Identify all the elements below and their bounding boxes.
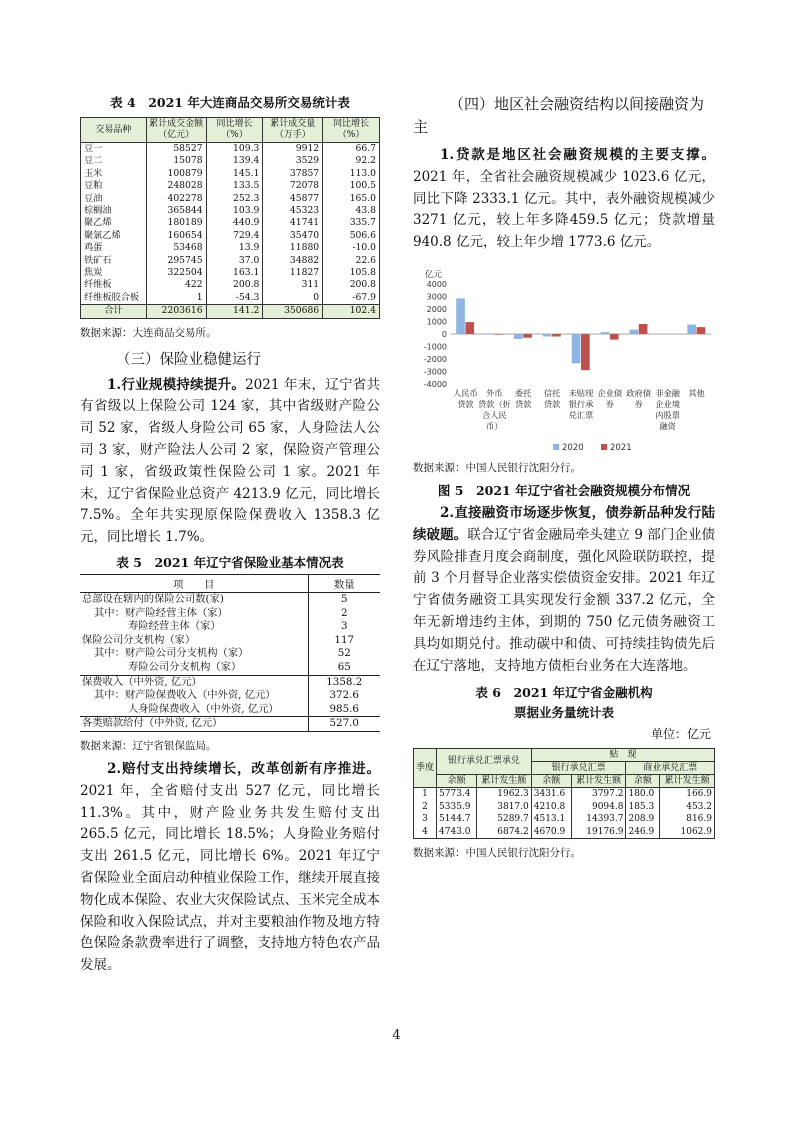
table6-cell-value: 208.9 (626, 813, 660, 825)
table5-cell-item: 总部设在辖内的保险公司数(家) (82, 593, 224, 606)
chart-bar-2021 (639, 324, 648, 334)
table4-cell-value: 322504 (146, 267, 206, 279)
table4-cell-value: 160654 (146, 230, 206, 242)
table4-cell-name: 豆粕 (81, 180, 147, 192)
chart-bar-2021 (581, 334, 590, 370)
table4-header: 交易品种 (81, 118, 147, 143)
chart-x-tick-label: 信托 (543, 387, 561, 398)
table-row (81, 180, 380, 192)
chart-x-tick-label: 企业境 (655, 398, 680, 409)
table5-cell-qty: 3 (308, 620, 380, 634)
table4-cell-value: -67.9 (323, 292, 380, 305)
table-row (80, 661, 380, 675)
chart-x-tick-label: 券 (634, 398, 643, 409)
table4-cell-value: 105.8 (323, 267, 380, 279)
table5-cell-item: 其中：财产险保费收入（中外资, 亿元） (94, 689, 276, 702)
table5-cell-qty: 65 (308, 661, 380, 675)
financing-bar-chart (413, 266, 715, 456)
insurance-p2-text: 2021 年，全省赔付支出 527 亿元，同比增长 11.3%。其中，财产险业务共发生赔付支出 265.5 亿元，同比增长 18.5%；人身险业务赔付支出 261.5 亿元，同比增长 6%。2021 年辽宁省保险业全面启动种植业保险工作，继续开展直接物化成本保险、农业大灾保险试点、玉米完全成本保险和收入保险试点，并对主要粮油作物及地方特色保险条款费率进行了调整，支持地方特色农产品发展。 (80, 782, 380, 974)
chart-x-tick-label: 人民币 (453, 387, 478, 398)
table4-cell-value: 165.0 (323, 193, 380, 205)
table4-cell-value: 9912 (263, 143, 323, 156)
chart-bar-2020 (630, 330, 639, 334)
chart-bar-2020 (601, 332, 610, 334)
table4-cell-name: 玉米 (81, 168, 147, 180)
chart-legend-swatch (553, 444, 559, 450)
chart-x-tick-label: 外币 (486, 387, 503, 398)
table-row (81, 267, 380, 279)
table5-cell-qty: 372.6 (308, 689, 380, 703)
table6-cell-value: 3797.2 (571, 788, 626, 801)
chart-y-tick-label: -1000 (423, 342, 447, 352)
table6-header-commercial-acceptance: 商业承兑汇票 (626, 762, 715, 775)
table6-cell-value: 246.9 (626, 826, 660, 839)
table4-cell-value: 252.3 (206, 193, 263, 205)
table5-cell-qty: 52 (308, 647, 380, 661)
table-row (81, 279, 380, 291)
chart-bar-2021 (523, 334, 532, 338)
page-number: 4 (392, 1028, 401, 1043)
table4-cell-value: 11880 (263, 242, 323, 254)
chart-x-tick-label: 贷款（折 (477, 398, 511, 409)
table6-cell-value: 4513.1 (531, 813, 571, 825)
chart-bar-2021 (465, 322, 474, 334)
chart-legend-swatch (601, 444, 607, 450)
table-row (80, 634, 380, 648)
table-row (81, 143, 380, 156)
table5-cell-qty: 985.6 (308, 703, 380, 717)
right-column (413, 93, 715, 866)
insurance-p1-bold: 1.行业规模持续提升。 (107, 376, 246, 393)
table5-cell-item: 其中：财产险经营主体（家） (94, 606, 228, 619)
chart-bar-2021 (610, 334, 619, 340)
chart-y-axis-label: 亿元 (425, 269, 443, 280)
table4-cell-value: 53468 (146, 242, 206, 254)
table4-cell-value: 34882 (263, 255, 323, 267)
table6-cell-value: 19176.9 (571, 826, 626, 839)
table6-cell-value: 180.0 (626, 788, 660, 801)
insurance-paragraph-2 (80, 759, 380, 977)
insurance-p2-bold: 2.赔付支出持续增长，改革创新有序推进。 (107, 761, 380, 777)
left-column (80, 93, 380, 977)
table6-cell-value: 9094.8 (571, 801, 626, 813)
table4-cell-value: 506.6 (323, 230, 380, 242)
table4-cell-name: 鸡蛋 (81, 242, 147, 254)
table5-caption: 表 5 2021 年辽宁省保险业基本情况表 (116, 555, 344, 571)
table4-cell-name: 纤维板 (81, 279, 147, 291)
table4-cell-value: 163.1 (206, 267, 263, 279)
table6-cell-value: 453.2 (660, 801, 715, 813)
table-row (81, 255, 380, 267)
table6-cell-value: 6874.2 (476, 826, 531, 839)
table5-header-qty: 数量 (308, 575, 380, 593)
table4-header: 累计成交金额（亿元） (146, 118, 206, 143)
table6-cell-season: 2 (414, 801, 437, 813)
table4-cell-value: 350686 (263, 305, 323, 318)
chart-bar-2020 (485, 333, 494, 334)
chart-x-tick-label: 银行承 (568, 398, 594, 409)
table4-cell-value: 11827 (263, 267, 323, 279)
table5-cell-qty: 5 (308, 593, 380, 607)
table-row (81, 217, 380, 229)
table6-caption-line1: 表 6 2021 年辽宁省金融机构 (475, 685, 653, 701)
table4-cell-value: 365844 (146, 205, 206, 217)
table6-cell-value: 816.9 (660, 813, 715, 825)
chart-x-tick-label: 委托 (515, 387, 532, 398)
table6-cell-season: 4 (414, 826, 437, 839)
chart-x-tick-label: 贷款 (543, 398, 561, 409)
table4-source: 数据来源：大连商品交易所。 (80, 326, 217, 339)
table5-cell-item: 其中：财产险公司分支机构（家） (94, 647, 249, 660)
table-row (80, 620, 380, 634)
table-row (81, 230, 380, 242)
table4-cell-value: 102.4 (323, 305, 380, 318)
table4-cell-value: 45877 (263, 193, 323, 205)
chart-x-tick-label: 贷款 (457, 398, 474, 409)
chart-x-tick-label: 内股票 (655, 409, 680, 420)
chart-x-tick-label: 券 (605, 398, 614, 409)
table4-cell-value: 35470 (263, 230, 323, 242)
table6-cell-season: 3 (414, 813, 437, 825)
table4-total-row (81, 305, 380, 318)
table6-unit: 单位：亿元 (650, 727, 711, 742)
chart-x-tick-label: 未贴现 (568, 387, 594, 398)
chart-legend-label: 2021 (610, 442, 632, 453)
financing-paragraph-2 (413, 503, 715, 677)
table-row (81, 193, 380, 205)
table5-cell-qty: 117 (308, 634, 380, 648)
chart-bar-2020 (456, 298, 465, 334)
table4-cell-value: -54.3 (206, 292, 263, 305)
chart-x-tick-label: 其他 (688, 387, 705, 398)
chart-y-tick-label: 0 (441, 329, 447, 339)
table-row (81, 205, 380, 217)
table5-cell-item: 保险公司分支机构（家） (82, 633, 196, 646)
chart-x-tick-label: 合人民 (482, 409, 507, 420)
table6-cell-value: 1962.3 (476, 788, 531, 801)
table5-cell-item: 寿险公司分支机构（家） (128, 661, 242, 674)
table4-cell-value: 402278 (146, 193, 206, 205)
table4-cell-value: 180189 (146, 217, 206, 229)
table6-cell-value: 14393.7 (571, 813, 626, 825)
table4-cell-value: 0 (263, 292, 323, 305)
chart-x-tick-label: 政府债 (626, 387, 652, 398)
table6-header-accum: 累计发生额 (571, 775, 626, 788)
financing-p1-bold: 1.贷款是地区社会融资规模的主要支撑。 (440, 147, 715, 163)
table4-cell-value: 729.4 (206, 230, 263, 242)
table4-cell-value: 311 (263, 279, 323, 291)
table4-caption: 表 4 2021 年大连商品交易所交易统计表 (110, 95, 350, 110)
table4-cell-name: 合计 (81, 305, 147, 318)
table4-cell-value: 58527 (146, 143, 206, 156)
insurance-paragraph-1 (80, 375, 380, 549)
table5-cell-qty: 1358.2 (308, 675, 380, 689)
table4-cell-name: 聚氯乙烯 (81, 230, 147, 242)
table6-caption-line2: 票据业务量统计表 (513, 705, 614, 721)
chart-x-tick-label: 兑汇票 (568, 409, 594, 420)
table4-cell-value: 72078 (263, 180, 323, 192)
table6-cell-value: 185.3 (626, 801, 660, 813)
table6-cell-value: 5773.4 (437, 788, 477, 801)
table4-cell-value: 37857 (263, 168, 323, 180)
chart-bar-2020 (572, 334, 581, 363)
table4-cell-value: 43.8 (323, 205, 380, 217)
table5-header-item: 项 目 (80, 575, 308, 593)
table6-header-bank-acceptance: 银行承兑汇票 (531, 762, 626, 775)
table6-cell-value: 4670.9 (531, 826, 571, 839)
insurance-p1-text: 2021 年末，辽宁省共有省级以上保险公司 124 家，其中省级财产险公司 52 家，省级人身险公司 65 家，人身险法人公司 3 家，财产险法人公司 2 家，保险资产管理公司 1 家，省级政策性保险公司 1 家。2021 年末，辽宁省保险业总资产 4213.9 亿元，同比增长 7.5%。全年共实现原保险保费收入 1358.3 亿元，同比增长 1.7%。 (80, 376, 380, 546)
table-row (81, 155, 380, 167)
chart-y-tick-label: -3000 (423, 367, 447, 377)
table4-cell-value: -10.0 (323, 242, 380, 254)
table4-cell-value: 15078 (146, 155, 206, 167)
table4-cell-value: 335.7 (323, 217, 380, 229)
table-row (80, 689, 380, 703)
table4-cell-value: 248028 (146, 180, 206, 192)
table5-cell-qty: 527.0 (308, 717, 380, 732)
table5-cell-item: 保费收入（中外资, 亿元） (80, 675, 308, 689)
table4-cell-name: 纤维板胶合板 (81, 292, 147, 305)
chart-x-tick-label: 币） (486, 420, 503, 431)
table5-source: 数据来源：辽宁省银保监局。 (80, 740, 217, 752)
table4-cell-value: 200.8 (206, 279, 263, 291)
table4-cell-value: 200.8 (323, 279, 380, 291)
chart-x-tick-label: 非金融 (655, 387, 680, 398)
table6-cell-value: 5335.9 (437, 801, 477, 813)
table4-cell-value: 45323 (263, 205, 323, 217)
table4-cell-name: 豆油 (81, 193, 147, 205)
table-row (80, 647, 380, 661)
table6-header-discount: 贴 现 (531, 749, 714, 762)
table4-cell-value: 100879 (146, 168, 206, 180)
table6-cell-value: 3817.0 (476, 801, 531, 813)
chart-bar-2020 (687, 325, 696, 334)
table6-cell-value: 4743.0 (437, 826, 477, 839)
table5-cell-qty: 2 (308, 607, 380, 621)
chart-y-tick-label: 2000 (426, 304, 447, 314)
chart-bar-2021 (494, 334, 503, 335)
table4-cell-value: 103.9 (206, 205, 263, 217)
table4-cell-value: 22.6 (323, 255, 380, 267)
table4-cell-value: 145.1 (206, 168, 263, 180)
table4-header: 同比增长（%） (206, 118, 263, 143)
chart-x-tick-label: 贷款 (515, 398, 532, 409)
table4-cell-value: 113.0 (323, 168, 380, 180)
table4-cell-value: 100.5 (323, 180, 380, 192)
table4-cell-name: 焦炭 (81, 267, 147, 279)
table6-header-season: 季度 (414, 749, 437, 788)
table-row (414, 813, 715, 825)
table6-header-bank: 银行承兑汇票承兑 (437, 749, 532, 775)
table6-cell-value: 3431.6 (531, 788, 571, 801)
table4-cell-value: 41741 (263, 217, 323, 229)
financing-paragraph-1 (413, 145, 715, 254)
table-row (80, 675, 380, 689)
table4-cell-name: 豆二 (81, 155, 147, 167)
chart-y-tick-label: -4000 (423, 379, 447, 389)
financing-p1-text: 2021 年，全省社会融资规模减少 1023.6 亿元，同比下降 2333.1 亿元。其中，表外融资规模减少3271 亿元，较上年多降459.5 亿元；贷款增量 940.8 亿元，较上年少增 1773.6 亿元。 (413, 168, 715, 251)
table6-header-accum: 累计发生额 (660, 775, 715, 788)
table6-header-accum: 累计发生额 (476, 775, 531, 788)
table6-header-balance: 余额 (531, 775, 571, 788)
chart-x-tick-label: 融资 (659, 420, 676, 431)
table4-cell-value: 139.4 (206, 155, 263, 167)
table6-cell-value: 4210.8 (531, 801, 571, 813)
table4-cell-value: 3529 (263, 155, 323, 167)
table6-header-balance: 余额 (437, 775, 477, 788)
chart-y-tick-label: 3000 (426, 292, 447, 302)
financing-p2-bold: 2.直接融资市场逐步恢复，债券新品种发行陆续破题。 (413, 504, 715, 543)
table6-cell-value: 5144.7 (437, 813, 477, 825)
chart-bar-2020 (514, 334, 523, 339)
table-row (81, 242, 380, 254)
table4 (80, 117, 380, 319)
table-row (80, 607, 380, 621)
table4-cell-value: 1 (146, 292, 206, 305)
table-row (80, 703, 380, 717)
table4-cell-value: 66.7 (323, 143, 380, 156)
table-row (81, 168, 380, 180)
table4-cell-value: 422 (146, 279, 206, 291)
table-row (81, 292, 380, 305)
chart-bar-2020 (543, 334, 552, 337)
insurance-heading: （三）保险业稳健运行 (116, 351, 261, 368)
table4-header: 同比增长（%） (323, 118, 380, 143)
chart-y-tick-label: 1000 (426, 317, 447, 327)
table4-cell-name: 聚乙烯 (81, 217, 147, 229)
table4-cell-value: 13.9 (206, 242, 263, 254)
figure5-caption: 图 5 2021 年辽宁省社会融资规模分布情况 (437, 482, 691, 498)
table4-cell-name: 铁矿石 (81, 255, 147, 267)
table-row (414, 826, 715, 839)
table5 (80, 574, 380, 732)
table4-cell-value: 141.2 (206, 305, 263, 318)
table4-cell-value: 109.3 (206, 143, 263, 156)
table6-header-balance: 余额 (626, 775, 660, 788)
chart-x-tick-label: 企业债 (597, 387, 623, 398)
table6-cell-season: 1 (414, 788, 437, 801)
table4-cell-value: 2203616 (146, 305, 206, 318)
table5-cell-item: 寿险经营主体（家） (128, 620, 221, 633)
table-row (414, 801, 715, 813)
table4-cell-name: 豆一 (81, 143, 147, 156)
table6-cell-value: 1062.9 (660, 826, 715, 839)
table4-cell-value: 133.5 (206, 180, 263, 192)
table-row (80, 593, 380, 607)
table4-header: 累计成交量（万手） (263, 118, 323, 143)
financing-p2-text: 联合辽宁省金融局牵头建立 9 部门企业债券风险排查月度会商制度，强化风险联防联控，提前 3 个月督导企业落实偿债资金安排。2021 年辽宁省债务融资工具实现发行金额 337.2 亿元，全年无新增违约主体，到期的 750 亿元债务融资工具均如期兑付。推动碳中和债、可持续挂钩债先后在辽宁落地，支持地方债柜台业务在大连落地。 (413, 526, 716, 674)
table5-cell-item: 各类赔款给付（中外资, 亿元） (80, 717, 308, 732)
financing-heading: （四）地区社会融资结构以间接融资为主 (413, 95, 705, 136)
table4-cell-value: 92.2 (323, 155, 380, 167)
table6-cell-value: 166.9 (660, 788, 715, 801)
chart-y-tick-label: -2000 (423, 354, 447, 364)
table4-cell-value: 295745 (146, 255, 206, 267)
table-row (414, 788, 715, 801)
chart-bar-2021 (697, 327, 706, 334)
table6-source: 数据来源：中国人民银行沈阳分行。 (413, 846, 581, 859)
table-row (80, 717, 380, 732)
table4-cell-value: 440.9 (206, 217, 263, 229)
chart-legend-label: 2020 (562, 442, 584, 453)
figure5-source: 数据来源：中国人民银行沈阳分行。 (413, 461, 581, 474)
table4-cell-name: 棕榈油 (81, 205, 147, 217)
chart-y-tick-label: 4000 (426, 279, 447, 289)
table5-cell-item: 人身险保费收入（中外资, 亿元） (128, 702, 279, 715)
table6-cell-value: 5289.7 (476, 813, 531, 825)
table4-cell-value: 37.0 (206, 255, 263, 267)
chart-bar-2021 (552, 334, 561, 337)
table6 (413, 748, 715, 839)
